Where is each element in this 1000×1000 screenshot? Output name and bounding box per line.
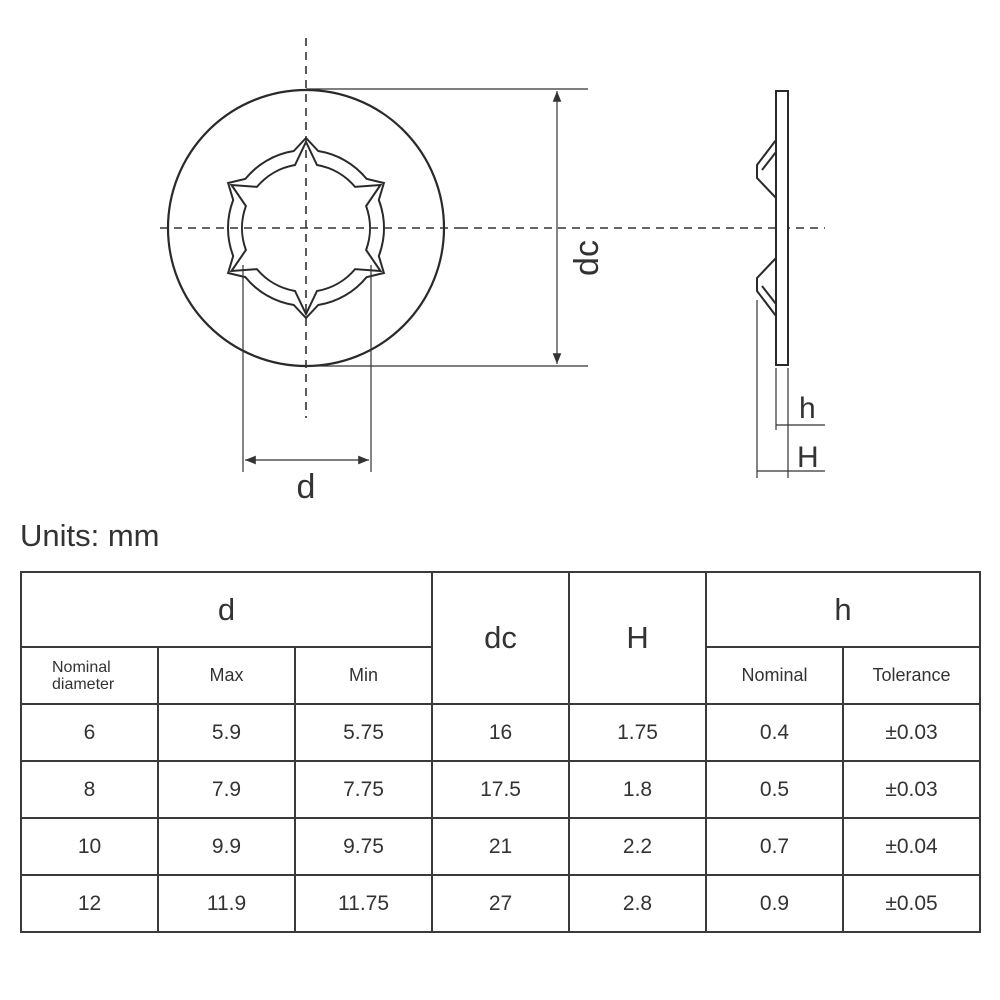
cell-H: 1.75 [569, 704, 706, 761]
header-d: d [21, 572, 432, 647]
cell-h-nominal: 0.5 [706, 761, 843, 818]
cell-dc: 17.5 [432, 761, 569, 818]
cell-d-max: 5.9 [158, 704, 295, 761]
header-nominal-diameter: Nominal diameter [21, 647, 158, 704]
header-min: Min [295, 647, 432, 704]
header-tolerance: Tolerance [843, 647, 980, 704]
table-header-row-1 [21, 572, 980, 647]
cell-h-nominal: 0.7 [706, 818, 843, 875]
table-row [21, 704, 980, 761]
cell-d-min: 11.75 [295, 875, 432, 932]
cell-d-max: 9.9 [158, 818, 295, 875]
h-label: h [799, 392, 816, 425]
cell-h-tolerance: ±0.05 [843, 875, 980, 932]
cell-d-min: 7.75 [295, 761, 432, 818]
header-H: H [569, 572, 706, 704]
cell-H: 2.8 [569, 875, 706, 932]
spec-table [20, 571, 981, 933]
side-tooth-bottom [757, 258, 776, 316]
side-body [776, 91, 788, 365]
table-row [21, 761, 980, 818]
side-tooth-top [757, 140, 776, 198]
cell-h-tolerance: ±0.04 [843, 818, 980, 875]
d-label: d [296, 468, 316, 506]
cell-dc: 27 [432, 875, 569, 932]
cell-d-max: 7.9 [158, 761, 295, 818]
cell-nominal-diameter: 8 [21, 761, 158, 818]
cell-d-min: 9.75 [295, 818, 432, 875]
table-row [21, 818, 980, 875]
cell-H: 2.2 [569, 818, 706, 875]
dc-label: dc [568, 240, 606, 276]
header-h: h [706, 572, 980, 647]
cell-h-nominal: 0.9 [706, 875, 843, 932]
cell-h-nominal: 0.4 [706, 704, 843, 761]
cell-dc: 21 [432, 818, 569, 875]
cell-dc: 16 [432, 704, 569, 761]
cell-d-min: 5.75 [295, 704, 432, 761]
front-view [160, 38, 825, 418]
header-dc: dc [432, 572, 569, 704]
cell-h-tolerance: ±0.03 [843, 761, 980, 818]
header-nominal: Nominal [706, 647, 843, 704]
H-label: H [797, 441, 819, 474]
table-row [21, 875, 980, 932]
cell-nominal-diameter: 12 [21, 875, 158, 932]
cell-nominal-diameter: 6 [21, 704, 158, 761]
header-max: Max [158, 647, 295, 704]
cell-nominal-diameter: 10 [21, 818, 158, 875]
cell-d-max: 11.9 [158, 875, 295, 932]
cell-h-tolerance: ±0.03 [843, 704, 980, 761]
cell-H: 1.8 [569, 761, 706, 818]
units-label: Units: mm [20, 518, 160, 553]
d-dimension [243, 265, 371, 472]
